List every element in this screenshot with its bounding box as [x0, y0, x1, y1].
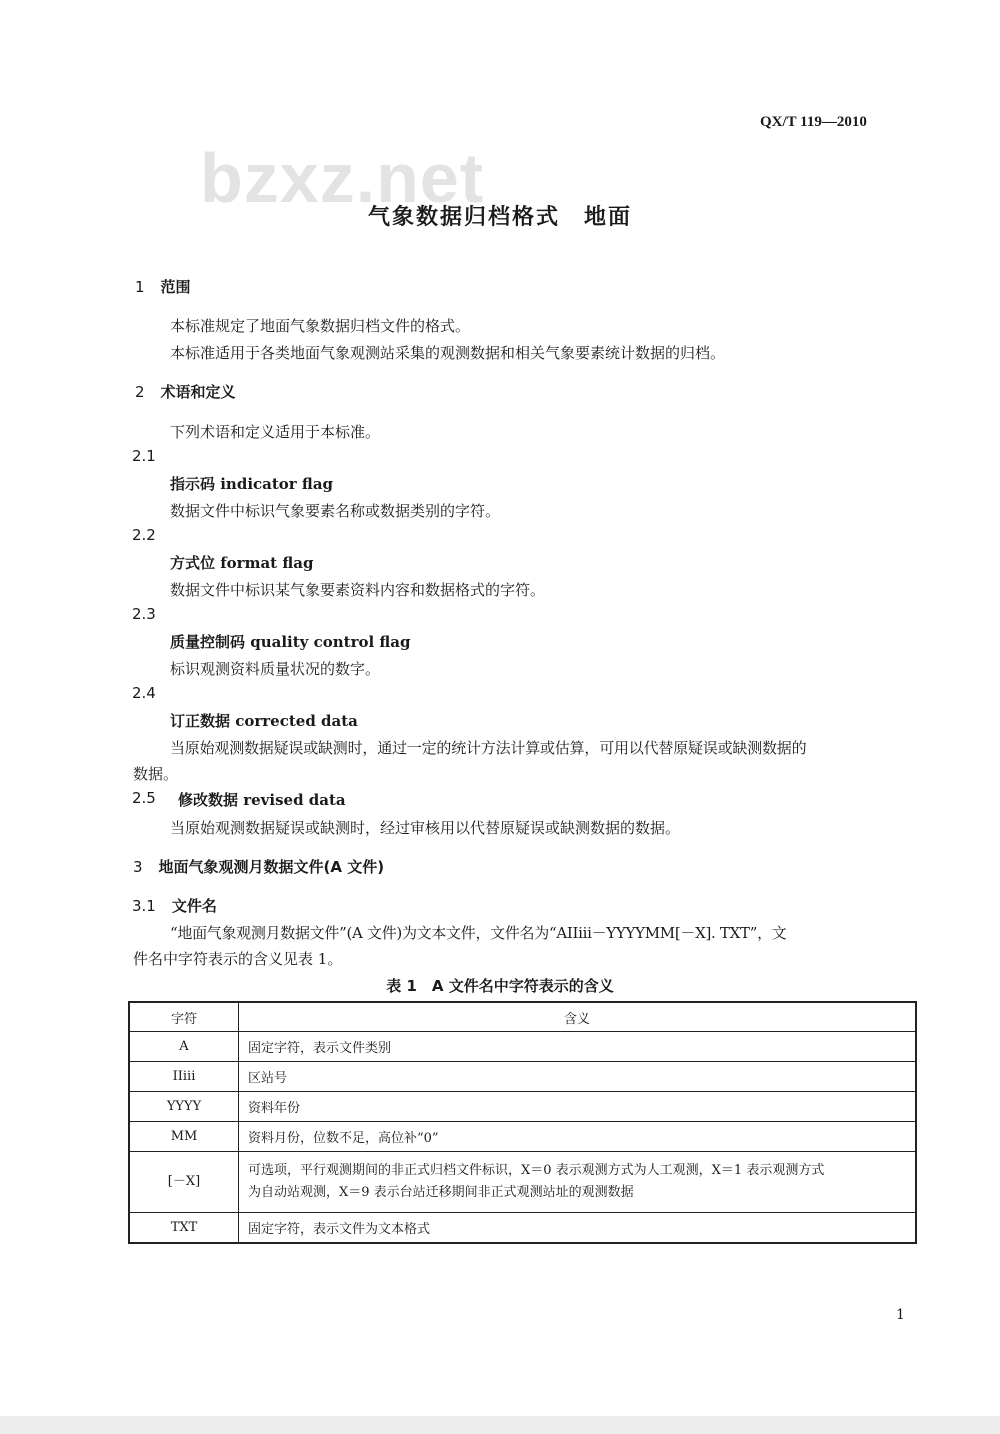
standard-number: QX/T 119—2010	[760, 114, 867, 130]
table-caption: 表 1 A 文件名中字符表示的含义	[386, 977, 614, 995]
char-cell: TXT	[129, 1213, 239, 1244]
term-number: 2.2	[132, 526, 156, 544]
section-3-1-heading	[132, 895, 217, 916]
term-definition: 当原始观测数据疑误或缺测时，经过审核用以代替原疑误或缺测数据的数据。	[170, 819, 681, 837]
term-definition-line-1: 当原始观测数据疑误或缺测时，通过一定的统计方法计算或估算，可用以代替原疑误或缺测数据的	[170, 739, 807, 757]
table-header-row	[129, 1002, 916, 1032]
meaning-cell: 固定字符，表示文件为文本格式	[239, 1213, 917, 1244]
meaning-cell: 区站号	[239, 1062, 917, 1092]
term-number: 2.3	[132, 605, 156, 623]
char-cell: A	[129, 1032, 239, 1062]
table-row	[129, 1062, 916, 1092]
char-cell: MM	[129, 1122, 239, 1152]
meaning-cell: 资料年份	[239, 1092, 917, 1122]
section-2-para: 下列术语和定义适用于本标准。	[170, 423, 381, 441]
meaning-cell: 固定字符，表示文件类别	[239, 1032, 917, 1062]
table-row	[129, 1213, 916, 1244]
table-row	[129, 1032, 916, 1062]
term-definition: 标识观测资料质量状况的数字。	[170, 660, 381, 678]
section-1-heading	[135, 276, 191, 297]
section-title: 地面气象观测月数据文件(A 文件)	[158, 858, 385, 876]
watermark: bzxz.net	[200, 139, 485, 217]
table-header-cell: 字符	[129, 1002, 239, 1032]
section-3-heading	[133, 856, 384, 877]
section-3-1-line-2: 件名中字符表示的含义见表 1。	[133, 950, 343, 968]
section-number: 2	[135, 383, 145, 401]
bottom-bar	[0, 1416, 1000, 1434]
term-number: 2.1	[132, 447, 156, 465]
section-1-para-1: 本标准规定了地面气象数据归档文件的格式。	[170, 317, 471, 335]
term-title: 方式位 format flag	[170, 554, 314, 572]
meaning-cell	[239, 1152, 917, 1213]
term-title: 指示码 indicator flag	[170, 475, 334, 493]
section-number: 3.1	[132, 897, 156, 915]
section-1-para-2: 本标准适用于各类地面气象观测站采集的观测数据和相关气象要素统计数据的归档。	[170, 344, 726, 362]
term-title: 质量控制码 quality control flag	[170, 633, 411, 651]
section-number: 1	[135, 278, 145, 296]
term-title: 订正数据 corrected data	[170, 712, 358, 730]
meaning-table	[128, 1001, 917, 1244]
document-title: 气象数据归档格式 地面	[367, 205, 632, 230]
meaning-line-2: 为自动站观测，X＝9 表示台站迁移期间非正式观测站址的观测数据	[248, 1185, 634, 1200]
table-row	[129, 1092, 916, 1122]
term-number: 2.5	[132, 789, 156, 807]
section-title: 术语和定义	[160, 383, 236, 401]
section-3-1-line-1: “地面气象观测月数据文件”(A 文件)为文本文件，文件名为“AIIiii－YYYYMM[－X]. TXT”，文	[170, 924, 787, 942]
table-row	[129, 1122, 916, 1152]
meaning-line-1: 可选项，平行观测期间的非正式归档文件标识，X＝0 表示观测方式为人工观测，X＝1 表示观测方式	[248, 1163, 825, 1178]
table-header-cell: 含义	[239, 1002, 917, 1032]
section-2-heading	[135, 381, 236, 402]
term-definition-line-2: 数据。	[133, 765, 179, 783]
char-cell: IIiii	[129, 1062, 239, 1092]
table-row	[129, 1152, 916, 1213]
page-number: 1	[896, 1307, 905, 1323]
section-number: 3	[133, 858, 143, 876]
section-title: 文件名	[171, 897, 217, 915]
term-number: 2.4	[132, 684, 156, 702]
term-definition: 数据文件中标识气象要素名称或数据类别的字符。	[170, 502, 501, 520]
char-cell: YYYY	[129, 1092, 239, 1122]
char-cell: [－X]	[129, 1152, 239, 1213]
section-title: 范围	[160, 278, 191, 296]
meaning-cell: 资料月份，位数不足，高位补“0”	[239, 1122, 917, 1152]
term-definition: 数据文件中标识某气象要素资料内容和数据格式的字符。	[170, 581, 546, 599]
term-title: 修改数据 revised data	[178, 791, 346, 809]
